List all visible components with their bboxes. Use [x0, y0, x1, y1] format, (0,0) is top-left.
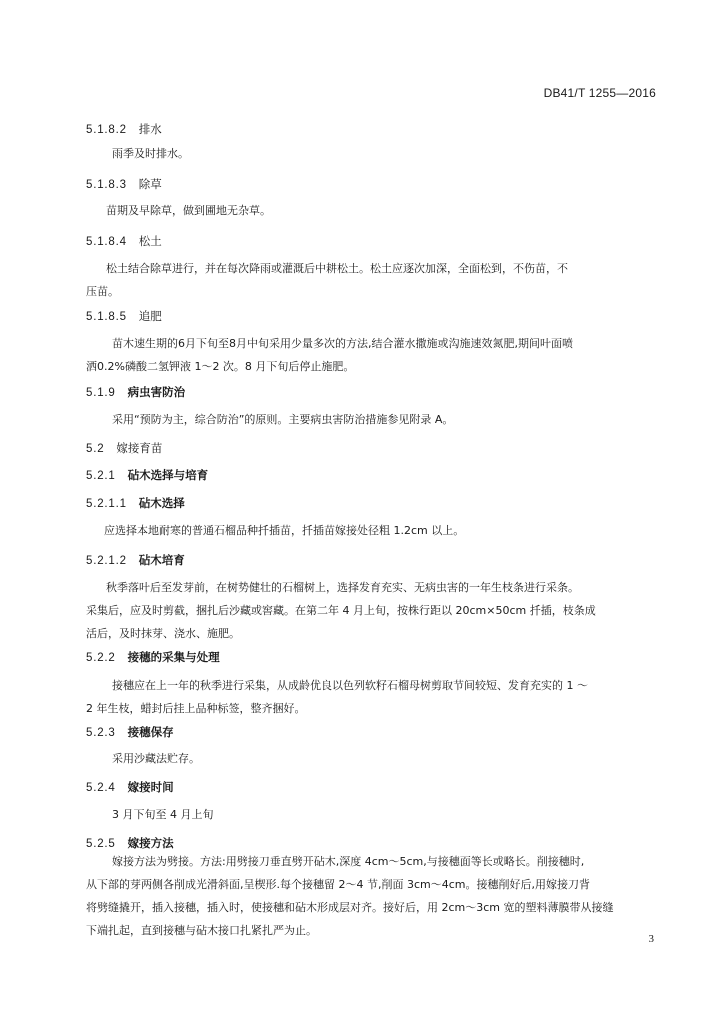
section-title: 接穗的采集与处理 — [127, 650, 220, 664]
section-title: 病虫害防治 — [127, 385, 186, 399]
section-number: 5.1.8.3 — [86, 179, 127, 191]
section-heading — [86, 650, 220, 666]
section-number: 5.2.1 — [86, 470, 116, 482]
body-line: 雨季及时排水。 — [112, 147, 189, 160]
standard-code-header: DB41/T 1255—2016 — [543, 86, 656, 100]
body-line: 采集后，应及时剪截，捆扎后沙藏或窖藏。在第二年 4 月上旬，按株行距以 20cm×50cm 扦插，枝条成 — [86, 604, 596, 617]
body-line: 采用沙藏法贮存。 — [112, 752, 200, 765]
section-title: 砧木选择与培育 — [127, 468, 209, 482]
body-line: 从下部的芽两侧各削成光滑斜面,呈楔形.每个接穗留 2～4 节,削面 3cm～4cm。接穗削好后,用嫁接刀背 — [86, 878, 590, 891]
section-number: 5.2.3 — [86, 727, 116, 739]
section-heading — [86, 496, 185, 512]
section-title: 嫁接育苗 — [116, 441, 163, 455]
section-number: 5.2.4 — [86, 782, 116, 794]
section-title: 嫁接时间 — [127, 780, 174, 794]
section-heading — [86, 122, 162, 138]
body-line: 活后，及时抹芽、浇水、施肥。 — [86, 627, 240, 640]
section-heading — [86, 553, 185, 569]
section-heading — [86, 780, 174, 796]
section-number: 5.2.5 — [86, 838, 116, 850]
section-number: 5.2.2 — [86, 652, 116, 664]
body-line: 苗期及早除草，做到圃地无杂草。 — [106, 204, 271, 217]
body-line: 采用“预防为主，综合防治”的原则。主要病虫害防治措施参见附录 A。 — [112, 413, 454, 426]
section-title: 排水 — [138, 122, 162, 136]
section-number: 5.2 — [86, 443, 105, 455]
body-line: 松土结合除草进行，并在每次降雨或灌溉后中耕松土。松土应逐次加深，全面松到，不伤苗，不 — [106, 262, 568, 275]
section-number: 5.2.1.1 — [86, 498, 127, 510]
section-title: 砧木选择 — [138, 496, 185, 510]
section-number: 5.1.9 — [86, 387, 116, 399]
section-title: 接穗保存 — [127, 725, 174, 739]
body-line: 下端扎起，直到接穗与砧木接口扎紧扎严为止。 — [86, 924, 317, 937]
section-heading — [86, 468, 208, 484]
section-heading — [86, 309, 162, 325]
body-line: 3 月下旬至 4 月上旬 — [112, 808, 214, 821]
section-heading — [86, 234, 162, 250]
section-title: 除草 — [138, 177, 162, 191]
page-number: 3 — [648, 933, 654, 945]
section-heading — [86, 385, 185, 401]
section-body — [86, 408, 658, 431]
body-line: 2 年生枝，蜡封后挂上品种标签，整齐捆好。 — [86, 702, 306, 715]
section-heading — [86, 177, 162, 193]
section-heading — [86, 441, 162, 457]
section-body — [86, 519, 658, 542]
section-body — [86, 142, 658, 165]
section-body — [86, 674, 658, 720]
section-body — [86, 803, 658, 826]
body-line: 将劈缝撬开，插入接穗，插入时，使接穗和砧木形成层对齐。接好后，用 2cm～3cm 宽的塑料薄膜带从接缝 — [86, 901, 614, 914]
section-number: 5.1.8.4 — [86, 236, 127, 248]
section-title: 松土 — [138, 234, 162, 248]
body-line: 秋季落叶后至发芽前，在树势健壮的石榴树上，选择发育充实、无病虫害的一年生枝条进行采条。 — [106, 581, 579, 594]
body-line: 接穗应在上一年的秋季进行采集，从成龄优良以色列软籽石榴母树剪取节间较短、发育充实的 1 ～ — [112, 679, 588, 692]
section-number: 5.1.8.5 — [86, 311, 127, 323]
body-line: 压苗。 — [86, 285, 119, 298]
section-title: 追肥 — [138, 309, 162, 323]
body-line: 应选择本地耐寒的普通石榴品种扦插苗，扦插苗嫁接处径粗 1.2cm 以上。 — [104, 524, 465, 537]
body-line: 洒0.2%磷酸二氢钾液 1～2 次。8 月下旬后停止施肥。 — [86, 360, 355, 373]
body-line: 苗木速生期的6月下旬至8月中旬采用少量多次的方法,结合灌水撒施或沟施速效氮肥,期间叶面喷 — [112, 337, 573, 350]
section-body — [86, 332, 658, 378]
section-title: 嫁接方法 — [127, 836, 174, 850]
section-body — [86, 576, 658, 645]
section-body — [86, 199, 658, 222]
section-number: 5.1.8.2 — [86, 124, 127, 136]
section-heading — [86, 725, 174, 741]
section-body — [86, 257, 658, 303]
section-title: 砧木培育 — [138, 553, 185, 567]
section-body — [86, 747, 658, 770]
body-line: 嫁接方法为劈接。方法:用劈接刀垂直劈开砧木,深度 4cm～5cm,与接穗面等长或略长。削接穗时, — [112, 855, 585, 868]
section-body — [86, 850, 658, 942]
section-number: 5.2.1.2 — [86, 555, 127, 567]
